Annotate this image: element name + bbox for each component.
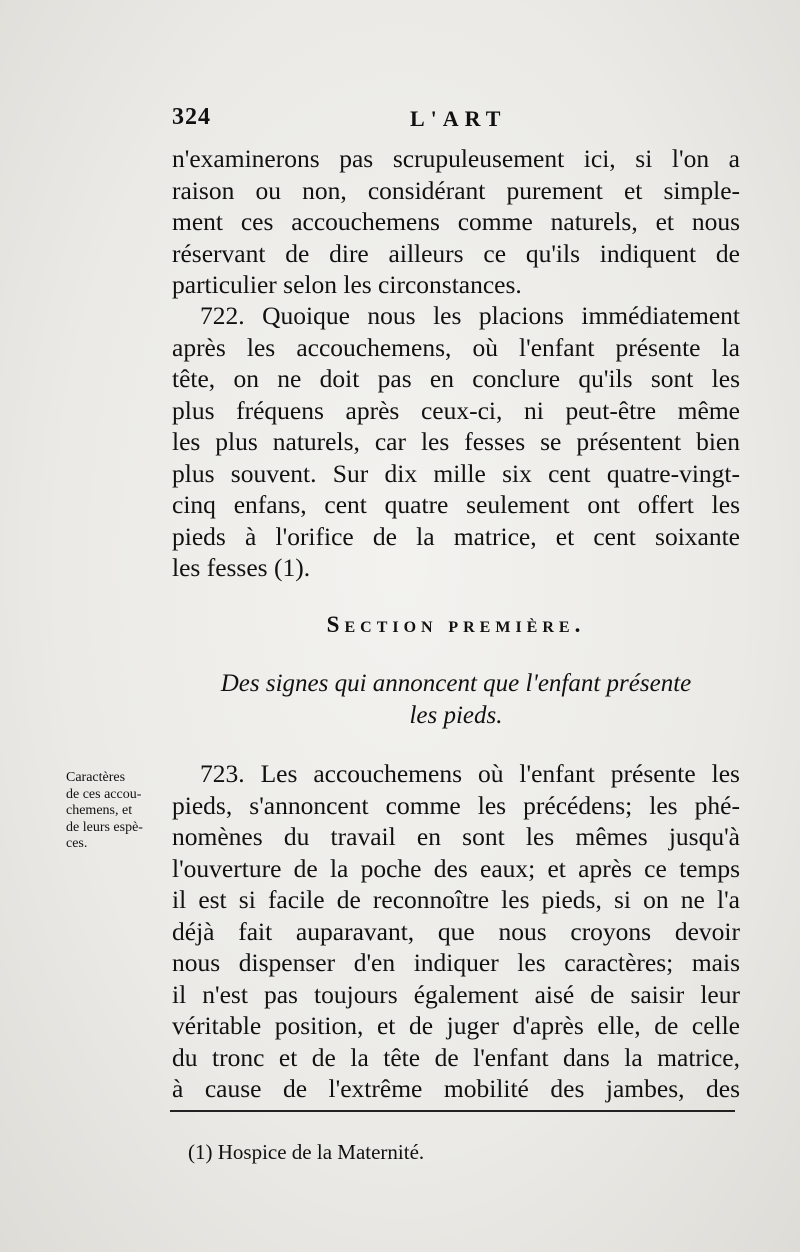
text-line: véritable position, et de juger d'après elle, de celle bbox=[172, 1011, 740, 1040]
subsection-title-line: Des signes qui annoncent que l'enfant présente bbox=[220, 670, 692, 697]
text-line: 723. Les accouchemens où l'enfant présente les bbox=[200, 759, 740, 788]
text-line: après les accouchemens, où l'enfant présente la bbox=[172, 332, 740, 362]
paragraph-722 bbox=[172, 300, 740, 584]
text-line: pieds, s'annoncent comme les précédens; les phé- bbox=[172, 790, 740, 820]
footnote-rule bbox=[170, 1110, 735, 1112]
section-heading: Section première. bbox=[326, 612, 586, 637]
text-line: tête, on ne doit pas en conclure qu'ils sont les bbox=[172, 364, 740, 393]
margin-note-line: Caractères bbox=[66, 770, 126, 785]
text-line: plus fréquens après ceux-ci, ni peut-être même bbox=[172, 395, 740, 425]
text-line: pieds à l'orifice de la matrice, et cent soixante bbox=[172, 521, 740, 551]
margin-note-line: de leurs espè- bbox=[66, 819, 143, 835]
subsection-title bbox=[172, 668, 740, 732]
margin-note-line: ces. bbox=[66, 836, 88, 851]
text-line: les fesses (1). bbox=[172, 553, 311, 582]
text-line: cinq enfans, cent quatre seulement ont offert les bbox=[172, 490, 740, 519]
running-title: L'ART bbox=[410, 106, 507, 131]
page-number: 324 bbox=[172, 104, 211, 130]
text-line: 722. Quoique nous les placions immédiatement bbox=[200, 301, 740, 330]
text-line: ment ces accouchemens comme naturels, et nous bbox=[172, 207, 740, 236]
text-line: les plus naturels, car les fesses se présentent bien bbox=[172, 427, 740, 456]
text-line: n'examinerons pas scrupuleusement ici, si l'on a bbox=[172, 144, 740, 173]
text-line: plus souvent. Sur dix mille six cent quatre-vingt- bbox=[172, 458, 740, 488]
paragraph-721-continued bbox=[172, 143, 740, 301]
margin-note bbox=[66, 770, 166, 853]
text-line: à cause de l'extrême mobilité des jambes, des bbox=[172, 1074, 740, 1103]
subsection-title-line: les pieds. bbox=[409, 702, 503, 729]
page-header bbox=[150, 100, 740, 140]
text-line: réservant de dire ailleurs ce qu'ils indiquent de bbox=[172, 238, 740, 268]
text-line: nous dispenser d'en indiquer les caractères; mais bbox=[172, 948, 740, 977]
footnote: (1) Hospice de la Maternité. bbox=[188, 1140, 425, 1164]
text-line: du tronc et de la tête de l'enfant dans la matrice, bbox=[172, 1042, 740, 1072]
text-line: déjà fait auparavant, que nous croyons devoir bbox=[172, 916, 740, 946]
text-line: il est si facile de reconnoître les pieds, si on ne l'a bbox=[172, 885, 740, 914]
text-line: il n'est pas toujours également aisé de saisir leur bbox=[172, 979, 740, 1009]
paragraph-723 bbox=[172, 758, 740, 1105]
text-line: raison ou non, considérant purement et simple- bbox=[172, 175, 740, 205]
margin-note-line: chemens, et bbox=[66, 803, 133, 818]
text-line: particulier selon les circonstances. bbox=[172, 270, 522, 299]
text-line: nomènes du travail en sont les mêmes jusqu'à bbox=[172, 822, 740, 851]
margin-note-line: de ces accou- bbox=[66, 786, 142, 802]
text-line: l'ouverture de la poche des eaux; et après ce temps bbox=[172, 853, 740, 883]
